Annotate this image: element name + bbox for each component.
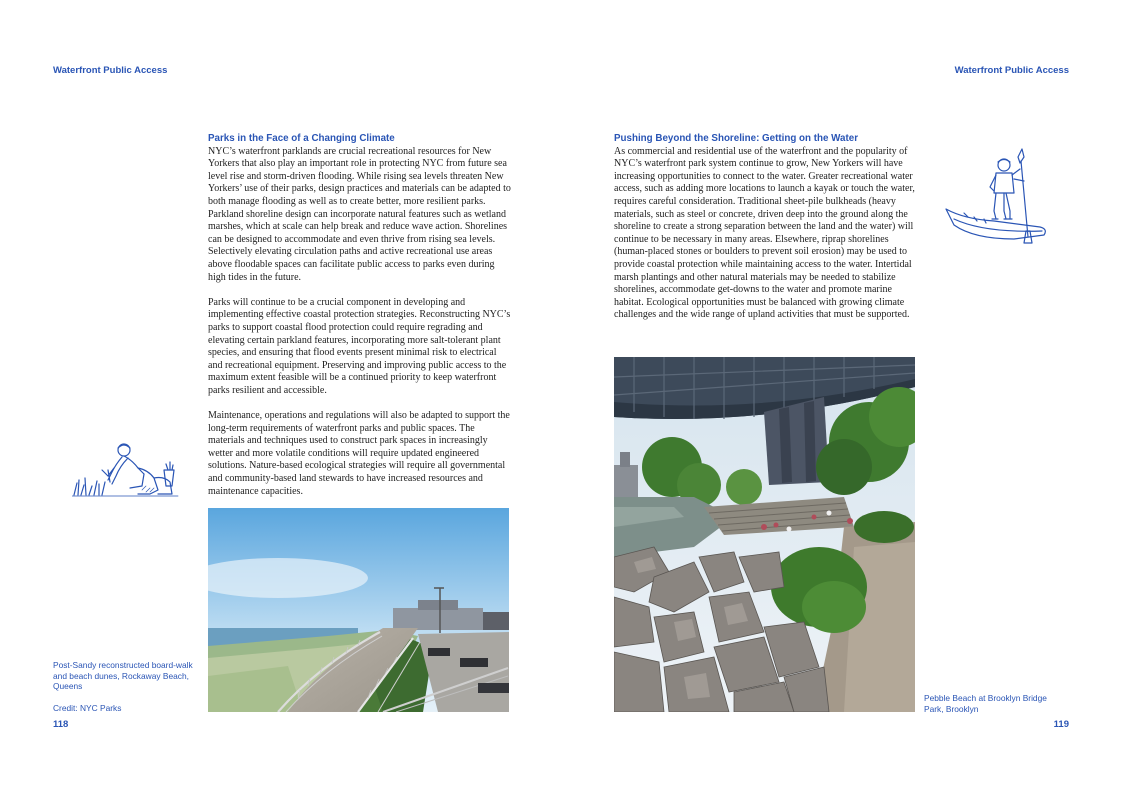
left-text-column bbox=[208, 133, 513, 511]
body-paragraph: As commercial and residential use of the waterfront and the popularity of NYC’s waterfront park system continue to grow, New Yorkers will have increasing opportunities to connect to the water. Greater recreational water access, such as adding more locations to launch a kayak or touch the water, requires careful consideration. Traditional sheet-pile bulkheads (heavy materials, such as steel or concrete, driven deep into the ground along the shoreline to create a strong separation between the land and the water) will continue to be necessary in many areas. Elsewhere, riprap shorelines (human-placed stones or boulders to prevent soil erosion) may be used to provide coastal protection while maintaining access to the water. Intertidal marsh plantings and other natural materials may be needed to stabilize shorelines, accommodate get-downs to the water and promote marine habitat. Ecological opportunities must be balanced with growing climate challenges and the wide range of upland activities that must be supported. bbox=[614, 145, 915, 321]
kayaker-paddle-icon bbox=[944, 147, 1050, 245]
section-heading: Pushing Beyond the Shoreline: Getting on the Water bbox=[614, 133, 859, 144]
pebble-beach-photo bbox=[614, 357, 915, 712]
boardwalk-photo bbox=[208, 508, 509, 712]
body-paragraph: Parks will continue to be a crucial component in developing and implementing effective coastal protection strategies. Reconstructing NYC’s parks to support coastal flood protection could require regrading and elevating certain parkland features, incorporating more salt-tolerant plant species, and ensuring that flood events present minimal risk to electrical and recreational equipment. Preserving and improving public access to the maximum extent feasible will be a continued priority to keep waterfront parks resilient and accessible. bbox=[208, 296, 511, 396]
section-heading: Parks in the Face of a Changing Climate bbox=[208, 133, 395, 144]
running-head-left: Waterfront Public Access bbox=[53, 65, 168, 76]
page-number-right: 119 bbox=[1053, 719, 1069, 730]
gardener-planting-icon bbox=[72, 440, 180, 498]
photo-caption-left: Post-Sandy reconstructed board-walk and beach dunes, Rockaway Beach, Queens bbox=[53, 660, 193, 692]
running-head-right: Waterfront Public Access bbox=[954, 65, 1069, 76]
photo-caption-right: Pebble Beach at Brooklyn Bridge Park, Brooklyn bbox=[924, 693, 1047, 714]
photo-credit: Credit: NYC Parks bbox=[53, 703, 122, 713]
page-number-left: 118 bbox=[53, 719, 69, 730]
body-paragraph: Maintenance, operations and regulations will also be adapted to support the long-term requirements of waterfront parks and public spaces. The materials and techniques used to construct park spaces in increasingly wetter and more volatile conditions will require updated engineered solutions. Nature-based ecological strategies will require all governmental and community-based land stewards to have increased resources and maintenance capacities. bbox=[208, 410, 510, 497]
body-paragraph: NYC’s waterfront parklands are crucial recreational resources for New Yorkers that also play an important role in protecting NYC from future sea level rise and storm-driven flooding. While rising sea levels threaten New Yorkers’ use of their parks, design practices and materials can be adapted to both manage flooding as well as to create better, more resilient parks. Parkland shoreline design can incorporate natural features such as wetland marshes, which at scale can help break and reduce wave action. Shorelines can be designed to accommodate and even thrive from rising sea levels. Selectively elevating circulation paths and active recreational use areas above floodable spaces can facilitate public access to parks even during high tides in the future. bbox=[208, 145, 511, 283]
right-text-column bbox=[614, 133, 919, 335]
